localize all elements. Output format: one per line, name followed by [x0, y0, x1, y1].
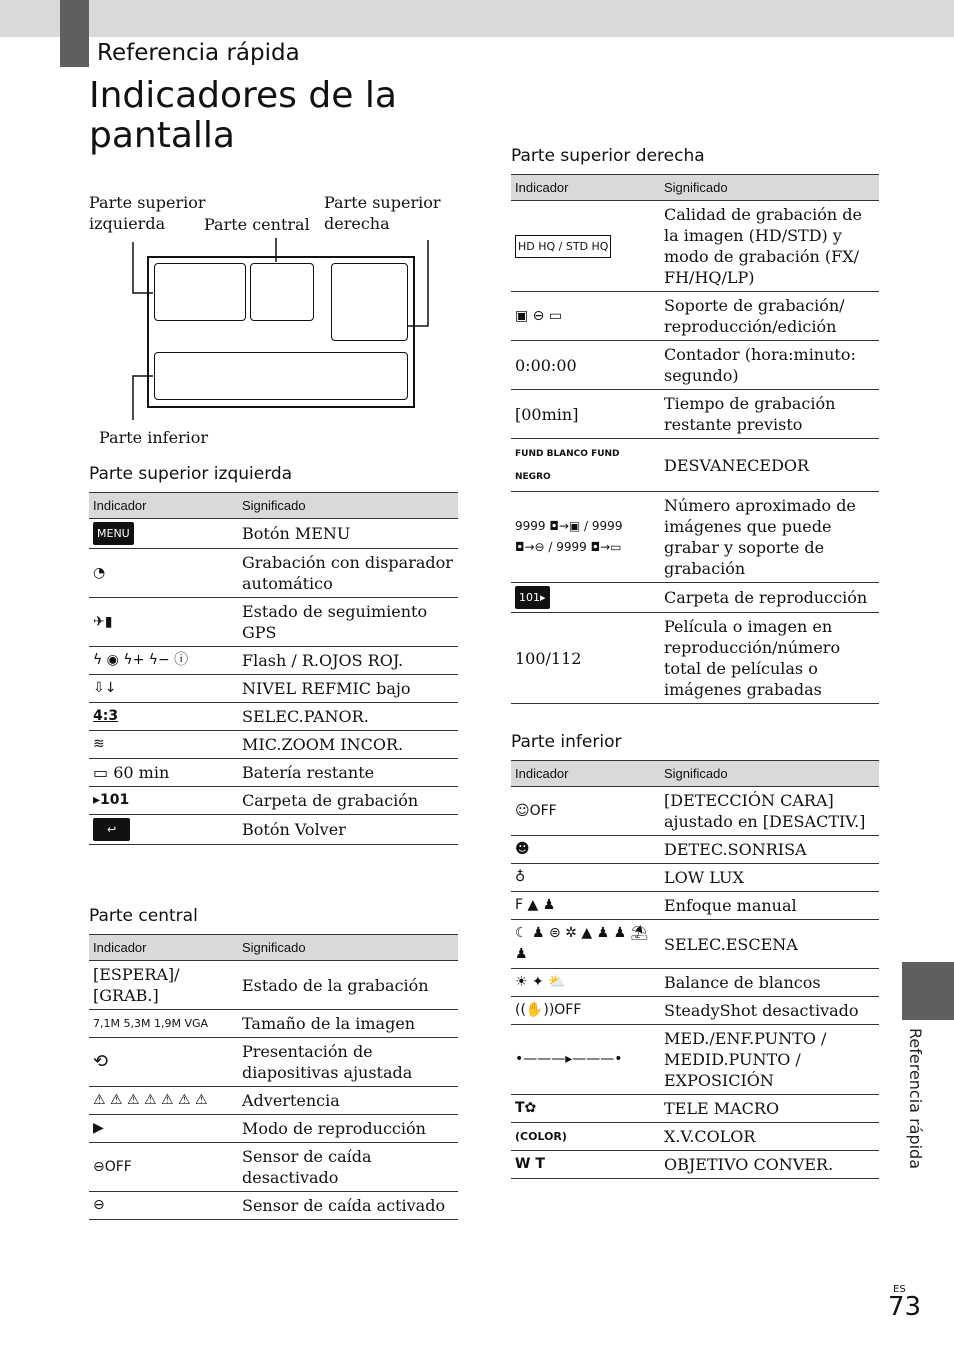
table-bottom	[511, 760, 879, 1179]
meaning-cell: X.V.COLOR	[660, 1123, 879, 1151]
table-row	[89, 1087, 458, 1115]
meaning-cell: SELEC.ESCENA	[660, 920, 879, 969]
meaning-cell: NIVEL REFMIC bajo	[238, 675, 458, 703]
table-top-right	[511, 174, 879, 704]
meaning-cell: [DETECCIÓN CARA] ajustado en [DESACTIV.]	[660, 787, 879, 836]
spot-meter-icon: •———▸———•	[515, 1051, 623, 1067]
col-indicator: Indicador	[89, 493, 238, 519]
self-timer-icon: ◔	[93, 564, 106, 581]
table-row	[89, 787, 458, 815]
quality-icon: HD HQ / STD HQ	[515, 235, 611, 258]
menu-icon: MENU	[93, 522, 134, 545]
table-row	[511, 836, 879, 864]
tele-macro-icon: T✿	[515, 1100, 537, 1116]
heading-top-right: Parte superior derecha	[511, 146, 705, 166]
table-row	[89, 731, 458, 759]
meaning-cell: DESVANECEDOR	[660, 439, 879, 492]
meaning-cell: DETEC.SONRISA	[660, 836, 879, 864]
meaning-cell: Grabación con disparador automático	[238, 549, 458, 598]
mic-zoom-icon: ≋	[93, 736, 105, 752]
col-meaning: Significado	[660, 175, 879, 201]
diagram-label-top-right: Parte superior derecha	[324, 193, 441, 233]
table-center	[89, 934, 458, 1220]
meaning-cell: Calidad de grabación de la imagen (HD/STD) y modo de grabación (FX/ FH/HQ/LP)	[660, 201, 879, 292]
table-row	[89, 1038, 458, 1087]
table-row	[511, 390, 879, 439]
playback-count: 100/112	[515, 648, 582, 668]
table-row	[89, 703, 458, 731]
table-row	[511, 492, 879, 583]
meaning-cell: Batería restante	[238, 759, 458, 787]
media-icon: ▣ ⊖ ▭	[515, 307, 563, 324]
col-meaning: Significado	[238, 935, 458, 961]
side-tab-label: Referencia rápida	[906, 1028, 925, 1170]
meaning-cell: Número aproximado de imágenes que puede grabar y soporte de grabación	[660, 492, 879, 583]
meaning-cell: MIC.ZOOM INCOR.	[238, 731, 458, 759]
section-title: Referencia rápida	[97, 40, 300, 66]
steadyshot-off-icon: ((✋))OFF	[515, 1002, 582, 1018]
table-row	[89, 759, 458, 787]
table-row	[511, 864, 879, 892]
table-row	[511, 439, 879, 492]
drop-sensor-on-icon: ⊖	[93, 1197, 105, 1213]
image-size-icon: 7,1M 5,3M 1,9M VGA	[93, 1017, 209, 1030]
table-row	[89, 1115, 458, 1143]
scene-select-icon: ☾ ♟ ⊜ ✲ ▲ ♟ ♟ ⛱ ♟	[515, 925, 649, 962]
conversion-lens-icon: W T	[515, 1156, 545, 1172]
low-lux-icon: ♁	[515, 869, 526, 885]
fader-icon: FUND BLANCO FUND NEGRO	[515, 449, 620, 482]
play-icon: ▶	[93, 1120, 104, 1136]
recording-status: [ESPERA]/ [GRAB.]	[93, 965, 180, 1005]
table-row	[89, 519, 458, 549]
table-row	[89, 647, 458, 675]
meaning-cell: Sensor de caída activado	[238, 1192, 458, 1220]
heading-top-left: Parte superior izquierda	[89, 464, 293, 484]
meaning-cell: Presentación de diapositivas ajustada	[238, 1038, 458, 1087]
table-row	[89, 1192, 458, 1220]
meaning-cell: Carpeta de reproducción	[660, 583, 879, 613]
white-balance-icon: ☀ ✦ ⛅	[515, 974, 566, 990]
table-row	[511, 583, 879, 613]
playback-folder-icon: 101▸	[515, 586, 550, 609]
table-row	[511, 969, 879, 997]
meaning-cell: Película o imagen en reproducción/número total de películas o imágenes grabadas	[660, 613, 879, 704]
table-row	[511, 920, 879, 969]
xv-color-icon: (COLOR)	[515, 1130, 567, 1143]
table-row	[511, 201, 879, 292]
meaning-cell: Botón MENU	[238, 519, 458, 549]
diagram-label-center: Parte central	[204, 215, 310, 234]
table-row	[511, 1151, 879, 1179]
page-number: 73	[888, 1292, 922, 1322]
smile-detect-icon: ☻	[515, 841, 530, 857]
table-row	[89, 598, 458, 647]
table-row	[511, 292, 879, 341]
meaning-cell: SELEC.PANOR.	[238, 703, 458, 731]
language-code: ES	[893, 1284, 906, 1295]
meaning-cell: Advertencia	[238, 1087, 458, 1115]
return-icon[interactable]: ↩	[93, 818, 130, 841]
meaning-cell: OBJETIVO CONVER.	[660, 1151, 879, 1179]
screen-diagram	[147, 256, 415, 408]
meaning-cell: SteadyShot desactivado	[660, 997, 879, 1025]
heading-center: Parte central	[89, 906, 198, 926]
counter: 0:00:00	[515, 355, 577, 375]
table-row	[89, 1143, 458, 1192]
table-row	[511, 787, 879, 836]
col-indicator: Indicador	[511, 761, 660, 787]
area-center	[250, 263, 314, 321]
col-meaning: Significado	[238, 493, 458, 519]
area-top-left	[154, 263, 246, 321]
meaning-cell: Enfoque manual	[660, 892, 879, 920]
side-tab	[902, 962, 954, 1020]
meaning-cell: Carpeta de grabación	[238, 787, 458, 815]
meaning-cell: Flash / R.OJOS ROJ.	[238, 647, 458, 675]
col-indicator: Indicador	[511, 175, 660, 201]
table-row	[511, 1123, 879, 1151]
drop-sensor-off-icon: ⊖OFF	[93, 1158, 132, 1175]
page-title: Indicadores de la pantalla	[89, 75, 397, 156]
table-row	[89, 549, 458, 598]
mic-level-icon: ⇩↓	[93, 680, 117, 696]
heading-bottom: Parte inferior	[511, 732, 622, 752]
table-row	[511, 997, 879, 1025]
area-bottom	[154, 352, 408, 400]
meaning-cell: MED./ENF.PUNTO / MEDID.PUNTO / EXPOSICIÓN	[660, 1025, 879, 1095]
meaning-cell: Tamaño de la imagen	[238, 1010, 458, 1038]
meaning-cell: Contador (hora:minuto: segundo)	[660, 341, 879, 390]
table-row	[89, 815, 458, 845]
table-row	[89, 1010, 458, 1038]
table-row	[511, 1025, 879, 1095]
manual-focus-icon: F ▲ ♟	[515, 897, 556, 913]
remaining-time: [00min]	[515, 404, 579, 424]
recording-folder-icon: ▸101	[93, 792, 130, 808]
table-row	[511, 1095, 879, 1123]
area-top-right	[331, 263, 408, 341]
col-meaning: Significado	[660, 761, 879, 787]
battery-icon: ▭ 60 min	[93, 763, 170, 782]
warning-icon: ⚠ ⚠ ⚠ ⚠ ⚠ ⚠ ⚠	[93, 1092, 208, 1108]
meaning-cell: LOW LUX	[660, 864, 879, 892]
meaning-cell: Balance de blancos	[660, 969, 879, 997]
col-indicator: Indicador	[89, 935, 238, 961]
meaning-cell: Estado de la grabación	[238, 961, 458, 1010]
meaning-cell: Sensor de caída desactivado	[238, 1143, 458, 1192]
table-row	[511, 892, 879, 920]
table-row	[89, 961, 458, 1010]
table-row	[511, 341, 879, 390]
diagram-label-bottom: Parte inferior	[99, 428, 209, 447]
gps-icon: ✈▮	[93, 613, 113, 630]
meaning-cell: Modo de reproducción	[238, 1115, 458, 1143]
flash-icon: ϟ ◉ ϟ+ ϟ− ⓘ	[93, 652, 189, 668]
meaning-cell: Botón Volver	[238, 815, 458, 845]
meaning-cell: Tiempo de grabación restante previsto	[660, 390, 879, 439]
meaning-cell: Estado de seguimiento GPS	[238, 598, 458, 647]
table-row	[89, 675, 458, 703]
face-detect-off-icon: ☺OFF	[515, 802, 557, 819]
aspect-ratio-icon: 4:3	[93, 708, 119, 724]
image-count-icon: 9999 ◘→▣ / 9999 ◘→⊖ / 9999 ◘→▭	[515, 519, 623, 554]
slideshow-icon: ⟲	[93, 1050, 109, 1072]
meaning-cell: Soporte de grabación/ reproducción/edición	[660, 292, 879, 341]
table-top-left	[89, 492, 458, 845]
table-row	[511, 613, 879, 704]
diagram-label-top-left: Parte superior izquierda	[89, 193, 206, 233]
meaning-cell: TELE MACRO	[660, 1095, 879, 1123]
